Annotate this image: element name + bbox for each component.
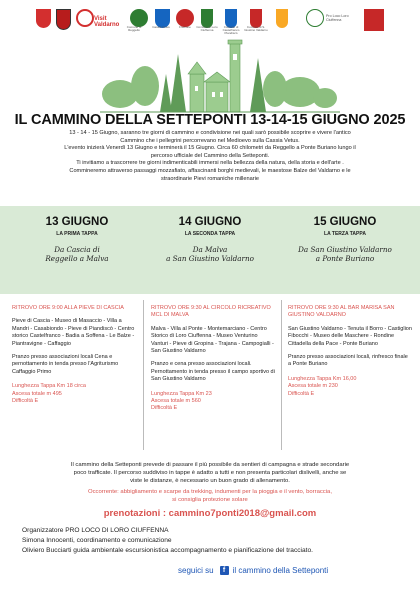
route-description: Pieve di Cascia - Museo di Masaccio - Villa a Mandri - Casabiondo - Pieve di Piandiscò - Centro storico Castelfranco - Badia a Soffena - Le Balze - Piantravigne - Caffaggio xyxy=(12,318,135,347)
social-prefix: seguici su xyxy=(178,566,214,575)
stage-ascent: Ascesa totale m 230 xyxy=(288,383,338,390)
column-divider xyxy=(143,300,144,450)
organizers xyxy=(22,526,412,556)
facebook-page-name[interactable]: il cammino della Setteponti xyxy=(232,566,329,575)
intro-line: percorso ufficiale del Cammino della Setteponti. xyxy=(150,152,270,159)
stage-difficulty: Difficoltà E xyxy=(151,405,178,412)
coat-of-arms-icon xyxy=(36,9,51,28)
equipment-notes xyxy=(30,488,390,504)
stage-ascent: Ascesa totale m 495 xyxy=(12,390,62,397)
meal-info: Pranzo presso associazioni locali, rinfresco finale a Ponte Buriano xyxy=(288,354,408,368)
intro-line: Ti invitiamo a trascorrere tre giorni indimenticabili immersi nella bellezza della natura, della storia e dell'arte . xyxy=(76,160,344,167)
stage-difficulty: Difficoltà E xyxy=(288,390,315,397)
page-title: IL CAMMINO DELLA SETTEPONTI 13-14-15 GIUGNO 2025 xyxy=(14,112,406,128)
route-line: Da Cascia di xyxy=(54,245,100,254)
day-date: 14 GIUGNO xyxy=(178,216,242,228)
visit-valdarno-logo xyxy=(76,9,94,27)
facebook-icon[interactable]: f xyxy=(220,566,229,575)
stage-ascent: Ascesa totale m 560 xyxy=(151,398,201,405)
stage-length: Lunghezza Tappa Km 18 circa xyxy=(12,383,86,390)
booking-email[interactable]: prenotazioni : cammino7ponti2018@gmail.com xyxy=(103,508,317,519)
meeting-point: RITROVO ORE 9:30 AL CIRCOLO RICREATIVO MCL DI MALVA xyxy=(151,305,271,319)
frazione-label: Frazione xyxy=(179,25,191,29)
pro-loco-logo xyxy=(306,9,324,27)
route-line: a Ponte Buriano xyxy=(315,254,375,263)
notes-line: viste le distanze, è necessario un buon grado di allenamento. xyxy=(130,478,290,484)
stage-length: Lunghezza Tappa Km 23 xyxy=(151,390,212,397)
day-route xyxy=(12,245,142,263)
stage-2-details xyxy=(151,305,275,413)
visit-label: Visit xyxy=(94,16,107,22)
route-description: San Giustino Valdarno - Tenuta il Borro - Castiglion Fibocchi - Museo delle Maschere - Rondine Cittadella della Pace - Ponte Buriano xyxy=(288,325,412,347)
social-link[interactable] xyxy=(178,566,328,575)
day-stage: LA SECONDA TAPPA xyxy=(184,231,236,237)
cassia-label: Cassia Vetus xyxy=(152,25,170,29)
notes-line: Il cammino della Setteponti prevede di passare il più possibile da sentieri di campagna e strade secondarie xyxy=(70,462,350,468)
stage-3-details xyxy=(288,305,412,398)
visit-valdarno-text xyxy=(94,16,119,28)
meeting-point: RITROVO ORE 9:30 AL BAR MARISA SAN GIUSTINO VALDARNO xyxy=(288,305,395,319)
stage-1-details xyxy=(12,305,136,405)
reggello-label: Comune di Reggello xyxy=(126,25,142,32)
equipment-line: si consiglia protezione solare xyxy=(172,497,248,503)
day-route xyxy=(145,245,275,263)
stage-difficulty: Difficoltà E xyxy=(12,398,39,405)
intro-line: straordinarie Pievi romaniche millenarie xyxy=(161,175,259,182)
intro-line: L'evento inizierà Venerdì 13 Giugno e terminerà il 15 Giugno. Circa 60 chilometri da Reggello a Ponte Buriano lungo il xyxy=(64,145,356,152)
meal-info: Pranzo e cena presso associazioni locali. Pernottamento in tenda presso il campo sportivo di San Giustino Valdarno xyxy=(151,361,275,383)
day-1-header xyxy=(12,216,142,263)
day-date: 13 GIUGNO xyxy=(45,216,109,228)
valdarno-label: Valdarno xyxy=(94,22,120,28)
intro-text xyxy=(18,130,402,183)
organizer-line: Oliviero Bucciarti guida ambientale escursionistica accompagnamento e pianificazione del tracciato. xyxy=(22,547,314,554)
castelfranco-label: Comune di Castelfranco Piandiscò xyxy=(222,25,240,35)
route-notes xyxy=(12,461,408,485)
day-2-header xyxy=(145,216,275,263)
day-date: 15 GIUGNO xyxy=(313,216,377,228)
route-description: Malva - Villa al Ponte - Montemarciano - Centro Storico di Loro Ciuffenna - Museo Venturino Vanturi - Pieve di Gropina - Trajana - Campogialli - San Giustino Valdarno xyxy=(151,325,274,355)
day-stage: LA PRIMA TAPPA xyxy=(56,231,98,237)
route-line: Da Malva xyxy=(192,245,228,254)
comune-icon xyxy=(276,9,288,28)
route-line: Da San Giustino Valdarno xyxy=(298,245,392,254)
coat-of-arms-icon xyxy=(56,9,71,30)
route-line: a San Giustino Valdarno xyxy=(166,254,254,263)
stage-length: Lunghezza Tappa Km 16,00 xyxy=(288,375,357,382)
village-trees-illustration xyxy=(0,34,420,114)
intro-line: Cammino che i pellegrini percorrevano nel Medioevo sulla Cassia Vetus. xyxy=(120,137,300,144)
day-3-header xyxy=(280,216,410,263)
route-line: Reggello a Malva xyxy=(45,254,109,263)
building-logo xyxy=(364,9,384,31)
sgv-label: Comune di S. Giustino Valdarno xyxy=(244,25,268,32)
meeting-point: RITROVO ORE 9:00 ALLA PIEVE DI CASCIA xyxy=(12,305,124,311)
column-divider xyxy=(281,300,282,450)
meal-info: Pranzo presso associazioni locali Cena e pernottamento in tenda presso l'Agriturismo Caffaggio Primo xyxy=(12,354,119,375)
pro-loco-label: Pro Loco Loro Ciuffenna xyxy=(326,14,349,22)
notes-line: poco trafficate. Il percorso suddiviso in tappe è adatto a tutti e non presenta particolari dislivelli, anche se xyxy=(73,470,347,476)
equipment-line: Occorrente: abbigliamento e scarpe da trekking, indumenti per la pioggia e il vento, borraccia, xyxy=(88,489,332,495)
logos-row xyxy=(0,3,420,33)
organizer-line: Organizzatore PRO LOCO DI LORO CIUFFENNA xyxy=(22,527,169,534)
intro-line: 13 - 14 - 15 Giugno, saranno tre giorni di cammino e condivisione nei quali sarò possibile scoprire e vivere l'antico xyxy=(69,130,351,136)
day-route xyxy=(280,245,410,263)
intro-line: Commineremo attraverso passaggi mozzafiato, affascinanti borghi medievali, le maestose Balze del Valdarno e le xyxy=(69,167,351,174)
organizer-line: Simona Innocenti, coordinamento e comunicazione xyxy=(22,537,172,544)
loro-label: Comune di Loro Ciuffenna xyxy=(196,25,218,32)
day-stage: LA TERZA TAPPA xyxy=(324,231,366,237)
